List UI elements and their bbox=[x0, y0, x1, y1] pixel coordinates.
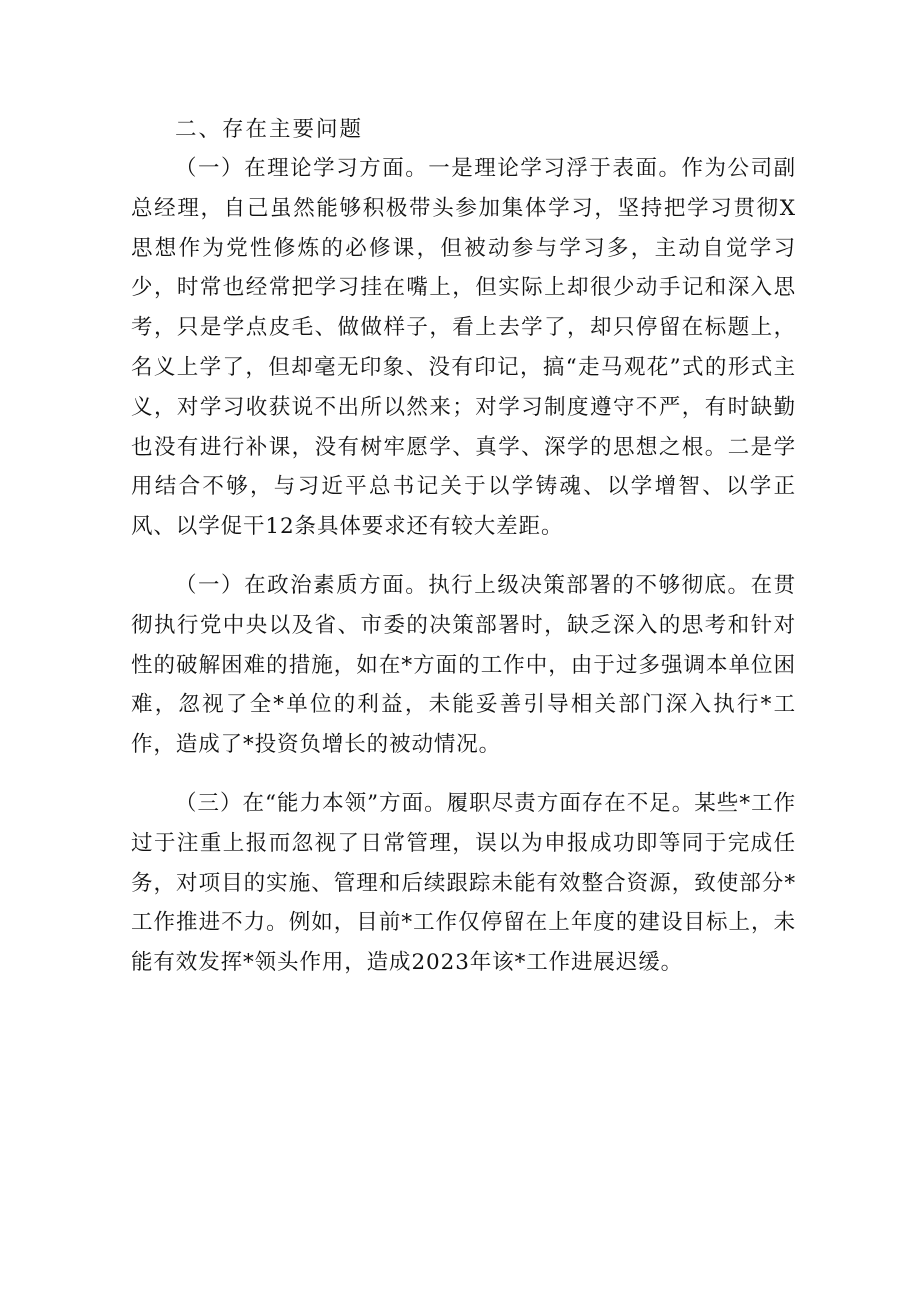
section-heading: 二、存在主要问题 bbox=[175, 117, 364, 142]
paragraph-theory-study: （一）在理论学习方面。一是理论学习浮于表面。作为公司副总经理，自己虽然能够积极带头参加集体学习，坚持把学习贯彻X思想作为党性修炼的必修课，但被动参与学习多，主动自觉学习少，时常也经常把学习挂在嘴上，但实际上却很少动手记和深入思考，只是学点皮毛、做做样子，看上去学了，却只停留在标题上，名义上学了，但却毫无印象、没有印记，搞“走马观花”式的形式主义，对学习收获说不出所以然来；对学习制度遵守不严，有时缺勤也没有进行补课，没有树牢愿学、真学、深学的思想之根。二是学用结合不够，与习近平总书记关于以学铸魂、以学增智、以学正风、以学促干12条具体要求还有较大差距。 bbox=[131, 156, 796, 540]
paragraph-capability: （三）在“能力本领”方面。履职尽责方面存在不足。某些*工作过于注重上报而忽视了日常管理，误以为申报成功即等同于完成任务，对项目的实施、管理和后续跟踪未能有效整合资源，致使部分*工作推进不力。例如，目前*工作仅停留在上年度的建设目标上，未能有效发挥*领头作用，造成2023年该*工作进展迟缓。 bbox=[131, 790, 796, 976]
paragraph-political-quality: （一）在政治素质方面。执行上级决策部署的不够彻底。在贯彻执行党中央以及省、市委的决策部署时，缺乏深入的思考和针对性的破解困难的措施，如在*方面的工作中，由于过多强调本单位困难，忽视了全*单位的利益，未能妥善引导相关部门深入执行*工作，造成了*投资负增长的被动情况。 bbox=[131, 572, 796, 758]
document-body bbox=[131, 112, 796, 983]
